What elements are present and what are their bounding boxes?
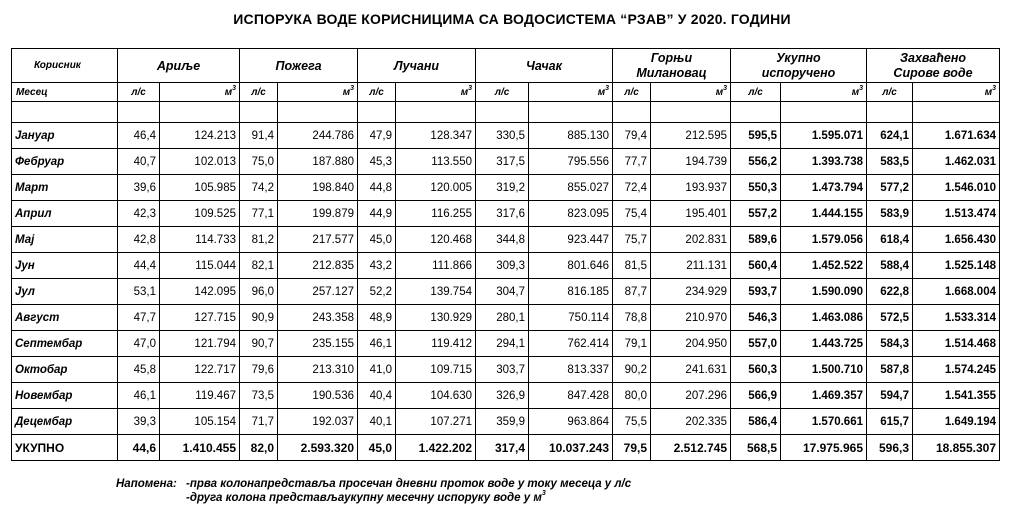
flow-cell: 560,4: [731, 253, 781, 279]
page-title: ИСПОРУКА ВОДЕ КОРИСНИЦИМА СА ВОДОСИСТЕМА “РЗАВ” У 2020. ГОДИНИ: [233, 11, 791, 27]
flow-cell: 45,0: [358, 227, 396, 253]
volume-cell: 127.715: [160, 305, 240, 331]
volume-cell: 1.579.056: [781, 227, 867, 253]
table-row: [12, 123, 1000, 149]
flow-cell: 618,4: [867, 227, 913, 253]
flow-cell: 596,3: [867, 435, 913, 461]
volume-cell: 115.044: [160, 253, 240, 279]
flow-cell: 566,9: [731, 383, 781, 409]
volume-cell: 1.422.202: [396, 435, 476, 461]
month-cell: УКУПНО: [12, 435, 118, 461]
flow-cell: 77,7: [613, 149, 651, 175]
table-row: [12, 279, 1000, 305]
flow-cell: 280,1: [476, 305, 529, 331]
volume-cell: 192.037: [278, 409, 358, 435]
flow-cell: 41,0: [358, 357, 396, 383]
volume-cell: 1.656.430: [913, 227, 1000, 253]
flow-cell: 52,2: [358, 279, 396, 305]
group-header: Укупно испоручено: [731, 49, 867, 83]
unit-flow: л/с: [240, 83, 278, 102]
flow-cell: 87,7: [613, 279, 651, 305]
volume-cell: 885.130: [529, 123, 613, 149]
volume-cell: 235.155: [278, 331, 358, 357]
volume-cell: 116.255: [396, 201, 476, 227]
flow-cell: 568,5: [731, 435, 781, 461]
month-cell: Март: [12, 175, 118, 201]
flow-cell: 44,6: [118, 435, 160, 461]
group-header: Пожега: [240, 49, 358, 83]
volume-cell: 119.412: [396, 331, 476, 357]
flow-cell: 294,1: [476, 331, 529, 357]
flow-cell: 304,7: [476, 279, 529, 305]
flow-cell: 330,5: [476, 123, 529, 149]
flow-cell: 46,4: [118, 123, 160, 149]
volume-cell: 120.468: [396, 227, 476, 253]
group-header: Лучани: [358, 49, 476, 83]
volume-cell: 1.570.661: [781, 409, 867, 435]
unit-volume: $м^3$: [913, 83, 1000, 102]
flow-cell: 546,3: [731, 305, 781, 331]
volume-cell: 120.005: [396, 175, 476, 201]
month-cell: Јануар: [12, 123, 118, 149]
flow-cell: 79,6: [240, 357, 278, 383]
flow-cell: 44,4: [118, 253, 160, 279]
volume-cell: 243.358: [278, 305, 358, 331]
month-cell: Април: [12, 201, 118, 227]
flow-cell: 47,0: [118, 331, 160, 357]
flow-cell: 72,4: [613, 175, 651, 201]
volume-cell: 202.335: [651, 409, 731, 435]
unit-flow: л/с: [476, 83, 529, 102]
unit-flow: л/с: [358, 83, 396, 102]
flow-cell: 79,5: [613, 435, 651, 461]
volume-cell: 128.347: [396, 123, 476, 149]
flow-cell: 46,1: [118, 383, 160, 409]
unit-volume: $м^3$: [529, 83, 613, 102]
volume-cell: 211.131: [651, 253, 731, 279]
flow-cell: 45,8: [118, 357, 160, 383]
volume-cell: 1.443.725: [781, 331, 867, 357]
volume-cell: 17.975.965: [781, 435, 867, 461]
volume-cell: 114.733: [160, 227, 240, 253]
group-header: Ариље: [118, 49, 240, 83]
volume-cell: 795.556: [529, 149, 613, 175]
volume-cell: 244.786: [278, 123, 358, 149]
month-cell: Децембар: [12, 409, 118, 435]
volume-cell: 1.393.738: [781, 149, 867, 175]
flow-cell: 42,8: [118, 227, 160, 253]
spacer-row: [12, 102, 1000, 123]
volume-cell: 1.590.090: [781, 279, 867, 305]
flow-cell: 45,0: [358, 435, 396, 461]
volume-cell: 212.835: [278, 253, 358, 279]
volume-cell: 750.114: [529, 305, 613, 331]
flow-cell: 560,3: [731, 357, 781, 383]
volume-cell: 18.855.307: [913, 435, 1000, 461]
note-line-1: -прва колонапредставља просечан дневни проток воде у току месеца у л/с: [186, 478, 632, 490]
flow-cell: 589,6: [731, 227, 781, 253]
table-row: [12, 149, 1000, 175]
flow-cell: 44,8: [358, 175, 396, 201]
volume-cell: 813.337: [529, 357, 613, 383]
table-row: [12, 253, 1000, 279]
flow-cell: 40,1: [358, 409, 396, 435]
volume-cell: 212.595: [651, 123, 731, 149]
flow-cell: 317,6: [476, 201, 529, 227]
volume-cell: 257.127: [278, 279, 358, 305]
volume-cell: 142.095: [160, 279, 240, 305]
volume-cell: 1.444.155: [781, 201, 867, 227]
volume-cell: 2.512.745: [651, 435, 731, 461]
flow-cell: 53,1: [118, 279, 160, 305]
volume-cell: 823.095: [529, 201, 613, 227]
month-cell: Август: [12, 305, 118, 331]
volume-cell: 1.574.245: [913, 357, 1000, 383]
month-cell: Октобар: [12, 357, 118, 383]
flow-cell: 622,8: [867, 279, 913, 305]
flow-cell: 39,6: [118, 175, 160, 201]
flow-cell: 75,5: [613, 409, 651, 435]
flow-cell: 81,5: [613, 253, 651, 279]
volume-cell: 109.715: [396, 357, 476, 383]
flow-cell: 82,0: [240, 435, 278, 461]
volume-cell: 1.668.004: [913, 279, 1000, 305]
user-label: Корисник: [12, 49, 118, 83]
volume-cell: 113.550: [396, 149, 476, 175]
volume-cell: 202.831: [651, 227, 731, 253]
volume-cell: 1.514.468: [913, 331, 1000, 357]
volume-cell: 762.414: [529, 331, 613, 357]
flow-cell: 90,2: [613, 357, 651, 383]
table-row: [12, 175, 1000, 201]
volume-cell: 816.185: [529, 279, 613, 305]
volume-cell: 2.593.320: [278, 435, 358, 461]
volume-cell: 195.401: [651, 201, 731, 227]
group-header: Чачак: [476, 49, 613, 83]
total-row: [12, 435, 1000, 461]
flow-cell: 593,7: [731, 279, 781, 305]
volume-cell: 124.213: [160, 123, 240, 149]
unit-volume: $м^3$: [396, 83, 476, 102]
unit-volume: $м^3$: [781, 83, 867, 102]
flow-cell: 96,0: [240, 279, 278, 305]
flow-cell: 344,8: [476, 227, 529, 253]
flow-cell: 81,2: [240, 227, 278, 253]
volume-cell: 217.577: [278, 227, 358, 253]
flow-cell: 583,9: [867, 201, 913, 227]
volume-cell: 210.970: [651, 305, 731, 331]
volume-cell: 1.463.086: [781, 305, 867, 331]
month-cell: Мај: [12, 227, 118, 253]
volume-cell: 234.929: [651, 279, 731, 305]
month-cell: Јул: [12, 279, 118, 305]
flow-cell: 82,1: [240, 253, 278, 279]
volume-cell: 1.473.794: [781, 175, 867, 201]
volume-cell: 241.631: [651, 357, 731, 383]
unit-volume: $м^3$: [651, 83, 731, 102]
month-cell: Фебруар: [12, 149, 118, 175]
volume-cell: 199.879: [278, 201, 358, 227]
unit-flow: л/с: [867, 83, 913, 102]
flow-cell: 48,9: [358, 305, 396, 331]
volume-cell: 1.500.710: [781, 357, 867, 383]
flow-cell: 594,7: [867, 383, 913, 409]
unit-flow: л/с: [118, 83, 160, 102]
volume-cell: 1.452.522: [781, 253, 867, 279]
flow-cell: 43,2: [358, 253, 396, 279]
volume-cell: 122.717: [160, 357, 240, 383]
volume-cell: 213.310: [278, 357, 358, 383]
volume-cell: 109.525: [160, 201, 240, 227]
table-row: [12, 357, 1000, 383]
flow-cell: 40,7: [118, 149, 160, 175]
table-row: [12, 305, 1000, 331]
flow-cell: 317,4: [476, 435, 529, 461]
flow-cell: 303,7: [476, 357, 529, 383]
volume-cell: 1.541.355: [913, 383, 1000, 409]
month-cell: Јун: [12, 253, 118, 279]
unit-volume: $м^3$: [278, 83, 358, 102]
table-row: [12, 331, 1000, 357]
volume-cell: 207.296: [651, 383, 731, 409]
table-row: [12, 201, 1000, 227]
volume-cell: 204.950: [651, 331, 731, 357]
volume-cell: 187.880: [278, 149, 358, 175]
volume-cell: 1.410.455: [160, 435, 240, 461]
volume-cell: 107.271: [396, 409, 476, 435]
header-row-users: [12, 49, 1000, 83]
flow-cell: 40,4: [358, 383, 396, 409]
volume-cell: 105.985: [160, 175, 240, 201]
volume-cell: 105.154: [160, 409, 240, 435]
flow-cell: 359,9: [476, 409, 529, 435]
flow-cell: 80,0: [613, 383, 651, 409]
flow-cell: 44,9: [358, 201, 396, 227]
flow-cell: 550,3: [731, 175, 781, 201]
flow-cell: 317,5: [476, 149, 529, 175]
table-row: [12, 409, 1000, 435]
flow-cell: 556,2: [731, 149, 781, 175]
note-line-2: -друга колона представљаукупну месечну испоруку воде у $м^3$: [186, 490, 546, 504]
volume-cell: 1.595.071: [781, 123, 867, 149]
month-label: Месец: [12, 83, 118, 102]
flow-cell: 577,2: [867, 175, 913, 201]
flow-cell: 45,3: [358, 149, 396, 175]
volume-cell: 10.037.243: [529, 435, 613, 461]
volume-cell: 1.533.314: [913, 305, 1000, 331]
flow-cell: 326,9: [476, 383, 529, 409]
volume-cell: 923.447: [529, 227, 613, 253]
flow-cell: 584,3: [867, 331, 913, 357]
group-header: Горњи Милановац: [613, 49, 731, 83]
group-header: Захваћено Сирове воде: [867, 49, 1000, 83]
volume-cell: 1.546.010: [913, 175, 1000, 201]
flow-cell: 42,3: [118, 201, 160, 227]
volume-cell: 963.864: [529, 409, 613, 435]
flow-cell: 75,4: [613, 201, 651, 227]
volume-cell: 1.462.031: [913, 149, 1000, 175]
flow-cell: 47,9: [358, 123, 396, 149]
volume-cell: 139.754: [396, 279, 476, 305]
volume-cell: 130.929: [396, 305, 476, 331]
flow-cell: 91,4: [240, 123, 278, 149]
flow-cell: 624,1: [867, 123, 913, 149]
table-row: [12, 227, 1000, 253]
volume-cell: 121.794: [160, 331, 240, 357]
volume-cell: 119.467: [160, 383, 240, 409]
flow-cell: 586,4: [731, 409, 781, 435]
flow-cell: 90,7: [240, 331, 278, 357]
volume-cell: 190.536: [278, 383, 358, 409]
month-cell: Септембар: [12, 331, 118, 357]
flow-cell: 595,5: [731, 123, 781, 149]
flow-cell: 71,7: [240, 409, 278, 435]
flow-cell: 615,7: [867, 409, 913, 435]
volume-cell: 198.840: [278, 175, 358, 201]
volume-cell: 111.866: [396, 253, 476, 279]
unit-flow: л/с: [731, 83, 781, 102]
flow-cell: 557,2: [731, 201, 781, 227]
flow-cell: 319,2: [476, 175, 529, 201]
flow-cell: 588,4: [867, 253, 913, 279]
flow-cell: 557,0: [731, 331, 781, 357]
volume-cell: 1.671.634: [913, 123, 1000, 149]
flow-cell: 587,8: [867, 357, 913, 383]
month-cell: Новембар: [12, 383, 118, 409]
unit-volume: $м^3$: [160, 83, 240, 102]
volume-cell: 102.013: [160, 149, 240, 175]
flow-cell: 39,3: [118, 409, 160, 435]
flow-cell: 309,3: [476, 253, 529, 279]
flow-cell: 77,1: [240, 201, 278, 227]
volume-cell: 1.469.357: [781, 383, 867, 409]
flow-cell: 47,7: [118, 305, 160, 331]
flow-cell: 79,4: [613, 123, 651, 149]
volume-cell: 847.428: [529, 383, 613, 409]
header-row-units: [12, 83, 1000, 102]
flow-cell: 78,8: [613, 305, 651, 331]
flow-cell: 583,5: [867, 149, 913, 175]
unit-flow: л/с: [613, 83, 651, 102]
volume-cell: 801.646: [529, 253, 613, 279]
flow-cell: 46,1: [358, 331, 396, 357]
volume-cell: 194.739: [651, 149, 731, 175]
volume-cell: 104.630: [396, 383, 476, 409]
water-delivery-table: [11, 48, 1000, 461]
volume-cell: 193.937: [651, 175, 731, 201]
volume-cell: 1.525.148: [913, 253, 1000, 279]
flow-cell: 90,9: [240, 305, 278, 331]
flow-cell: 75,0: [240, 149, 278, 175]
flow-cell: 75,7: [613, 227, 651, 253]
flow-cell: 79,1: [613, 331, 651, 357]
volume-cell: 855.027: [529, 175, 613, 201]
volume-cell: 1.513.474: [913, 201, 1000, 227]
note-label: Напомена:: [116, 478, 177, 490]
flow-cell: 572,5: [867, 305, 913, 331]
table-row: [12, 383, 1000, 409]
flow-cell: 73,5: [240, 383, 278, 409]
flow-cell: 74,2: [240, 175, 278, 201]
volume-cell: 1.649.194: [913, 409, 1000, 435]
